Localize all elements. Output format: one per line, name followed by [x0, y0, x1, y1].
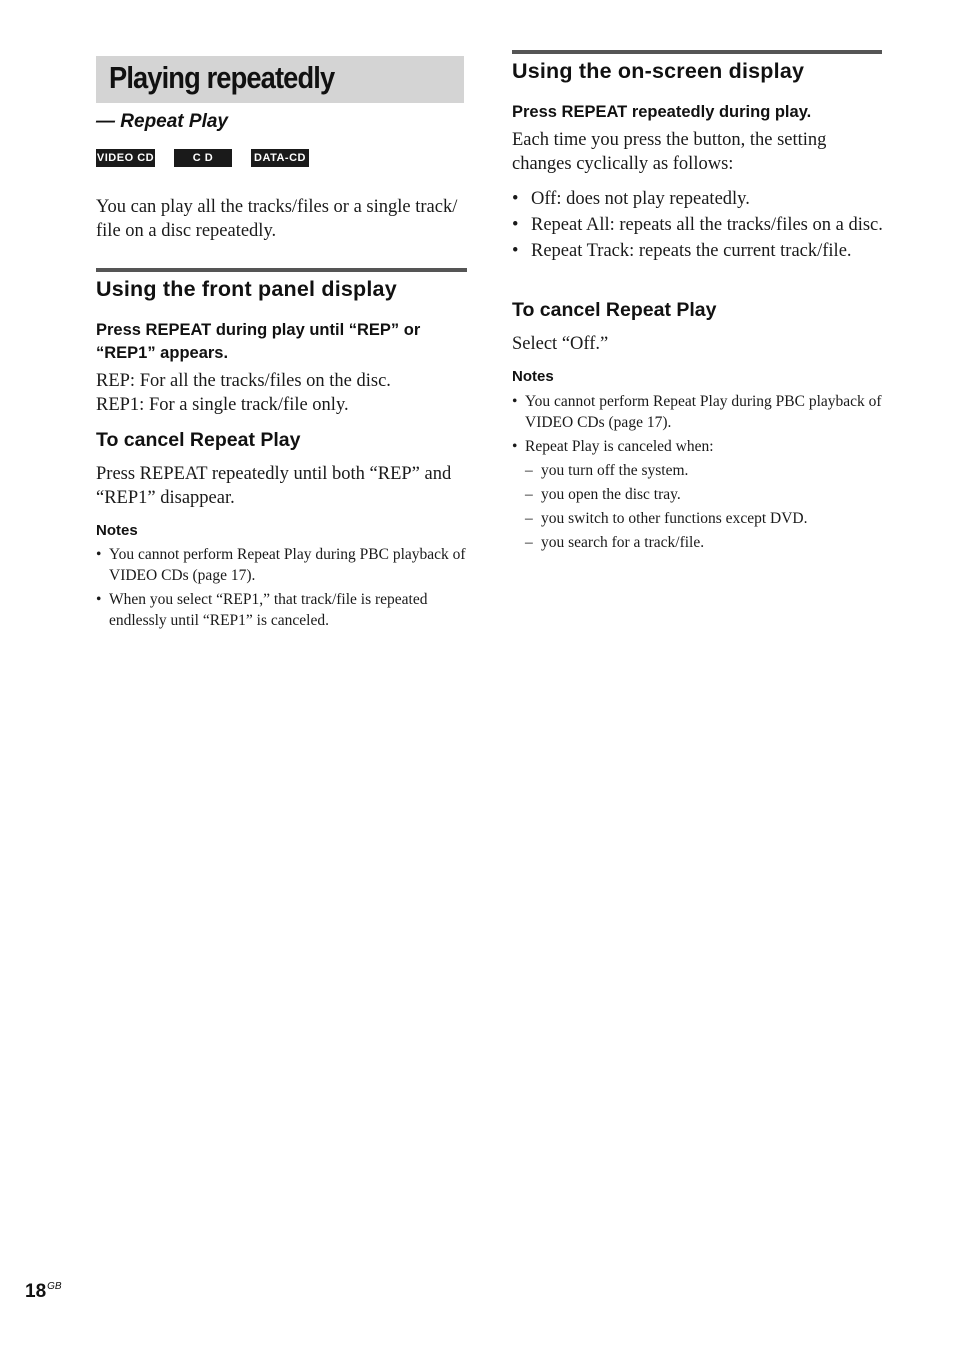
front-notes-heading: Notes	[96, 522, 138, 539]
front-cancel-text: Press REPEAT repeatedly until both “REP” and “REP1” disappear.	[96, 464, 452, 508]
page-number	[25, 1281, 62, 1303]
list-item: • Repeat Play is canceled when:	[512, 436, 882, 457]
page-subtitle: — Repeat Play	[96, 111, 228, 132]
onscreen-cancel-heading: To cancel Repeat Play	[512, 299, 717, 321]
front-panel-heading: Using the front panel display	[96, 277, 397, 301]
page-title: Playing repeatedly	[109, 60, 335, 95]
cancel-conditions-list	[525, 460, 882, 556]
on-screen-heading: Using the on-screen display	[512, 59, 805, 83]
list-item: • Repeat All: repeats all the tracks/files on a disc.	[512, 213, 884, 237]
page-number-suffix: GB	[47, 1281, 62, 1292]
badge-cd: C D	[174, 149, 232, 167]
list-item: – you search for a track/file.	[525, 532, 882, 553]
front-panel-instruction: Press REPEAT during play until “REP” or “REP1” appears.	[96, 321, 421, 362]
list-item: – you open the disc tray.	[525, 484, 882, 505]
list-item: – you switch to other functions except DVD.	[525, 508, 882, 529]
list-item: • You cannot perform Repeat Play during PBC playback of VIDEO CDs (page 17).	[96, 544, 466, 586]
intro-text: You can play all the tracks/files or a single track/ file on a disc repeatedly.	[96, 197, 458, 241]
front-notes-list	[96, 544, 466, 634]
page-number-value: 18	[25, 1281, 47, 1302]
list-item: • Repeat Track: repeats the current track/file.	[512, 239, 884, 263]
on-screen-instruction: Press REPEAT repeatedly during play.	[512, 103, 812, 121]
badge-data-cd: DATA-CD	[251, 149, 309, 167]
list-item: • You cannot perform Repeat Play during PBC playback of VIDEO CDs (page 17).	[512, 391, 882, 433]
list-item: • Off: does not play repeatedly.	[512, 187, 884, 211]
onscreen-notes-list	[512, 391, 882, 460]
rep-description: REP: For all the tracks/files on the disc.	[96, 371, 391, 391]
list-item: – you turn off the system.	[525, 460, 882, 481]
title-banner	[96, 56, 464, 103]
badge-video-cd: VIDEO CD	[96, 149, 155, 167]
list-item: • When you select “REP1,” that track/file is repeated endlessly until “REP1” is canceled.	[96, 589, 466, 631]
section-rule-front	[96, 268, 467, 272]
front-cancel-heading: To cancel Repeat Play	[96, 429, 301, 451]
on-screen-text: Each time you press the button, the setting changes cyclically as follows:	[512, 130, 827, 174]
onscreen-notes-heading: Notes	[512, 368, 554, 385]
section-rule-onscreen	[512, 50, 882, 54]
repeat-options-list	[512, 187, 884, 265]
onscreen-cancel-text: Select “Off.”	[512, 334, 609, 354]
rep1-description: REP1: For a single track/file only.	[96, 395, 349, 415]
